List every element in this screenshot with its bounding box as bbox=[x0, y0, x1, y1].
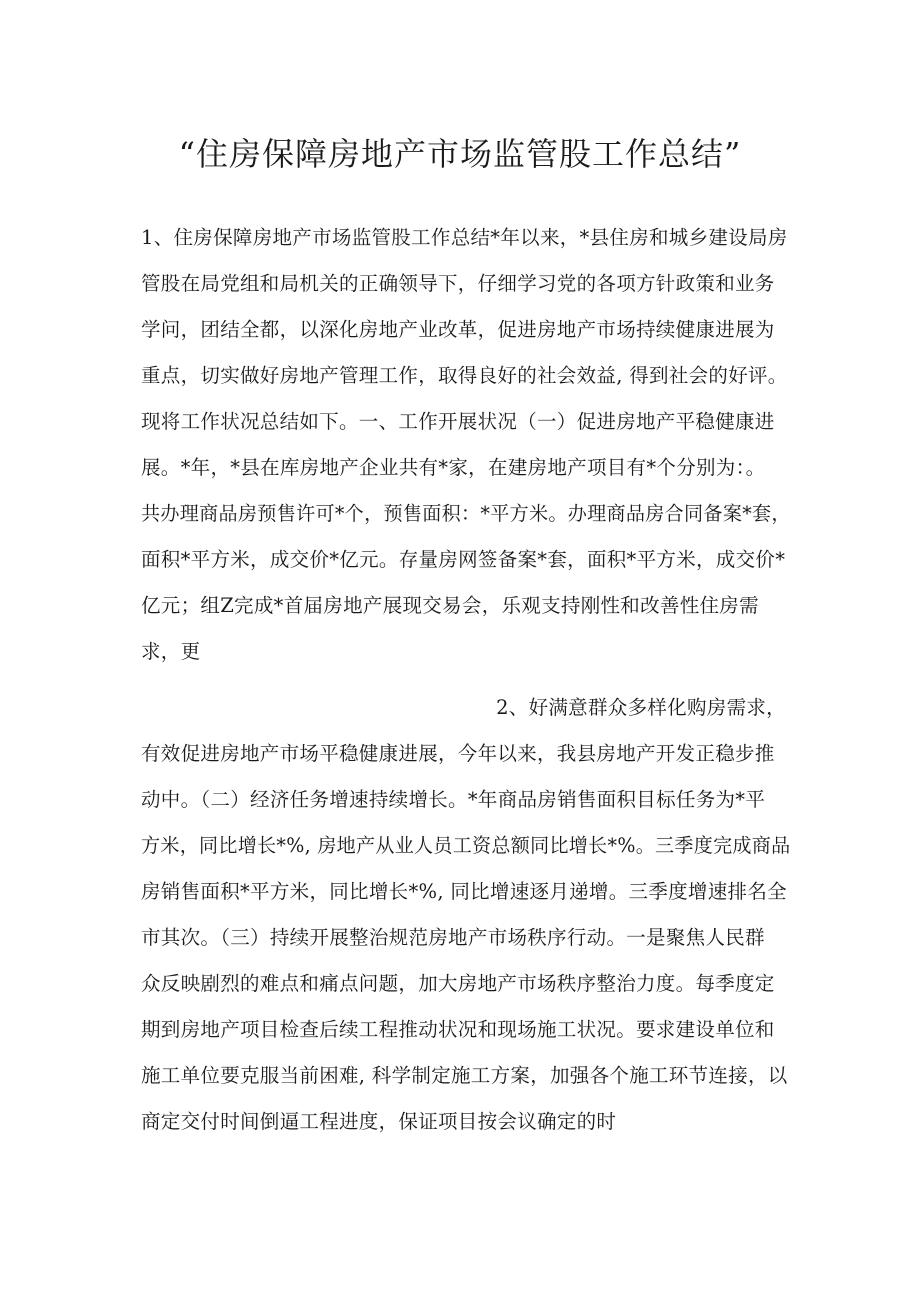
paragraph-line: 管股在局党组和局机关的正确领导下，仔细学习党的各项方针政策和业务 bbox=[141, 272, 775, 295]
paragraph-line: 动中。（二）经济任务增速持续增长。*年商品房销售面积目标任务为*平 bbox=[141, 788, 766, 811]
paragraph-line: 学问，团结全都，以深化房地产业改革，促进房地产市场持续健康进展为 bbox=[141, 318, 775, 341]
paragraph-line: 施工单位要克服当前困难, 科学制定施工方案，加强各个施工环节连接，以 bbox=[141, 1064, 788, 1087]
paragraph-line: 1、住房保障房地产市场监管股工作总结*年以来，*县住房和城乡建设局房 bbox=[141, 226, 788, 249]
paragraph-line: 房销售面积*平方米，同比增长*%, 同比增速逐月递增。三季度增速排名全 bbox=[141, 880, 787, 903]
section-2-start-line: 2、好满意群众多样化购房需求， bbox=[496, 696, 786, 719]
document-title: “住房保障房地产市场监管股工作总结” bbox=[178, 135, 742, 173]
paragraph-line: 众反映剧烈的难点和痛点问题，加大房地产市场秩序整治力度。每季度定 bbox=[141, 972, 775, 995]
paragraph-line: 现将工作状况总结如下。一、工作开展状况（一）促进房地产平稳健康进 bbox=[141, 410, 775, 433]
paragraph-line: 面积*平方米，成交价*亿元。存量房网签备案*套，面积*平方米，成交价* bbox=[141, 548, 786, 571]
paragraph-line: 有效促进房地产市场平稳健康进展，今年以来，我县房地产开发正稳步推 bbox=[141, 742, 775, 765]
paragraph-line: 期到房地产项目检查后续工程推动状况和现场施工状况。要求建设单位和 bbox=[141, 1018, 775, 1041]
paragraph-line: 重点，切实做好房地产管理工作，取得良好的社会效益, 得到社会的好评。 bbox=[141, 364, 788, 387]
paragraph-line: 商定交付时间倒逼工程进度，保证项目按会议确定的时 bbox=[141, 1110, 617, 1133]
paragraph-line: 亿元；组Z完成*首届房地产展现交易会，乐观支持刚性和改善性住房需 bbox=[141, 594, 759, 617]
paragraph-line: 共办理商品房预售许可*个，预售面积：*平方米。办理商品房合同备案*套， bbox=[141, 502, 791, 525]
paragraph-line: 展。*年，*县在库房地产企业共有*家，在建房地产项目有*个分别为：。 bbox=[141, 456, 766, 479]
paragraph-line: 方米，同比增长*%, 房地产从业人员工资总额同比增长*%。三季度完成商品 bbox=[141, 834, 791, 857]
paragraph-line: 求，更 bbox=[141, 640, 201, 663]
paragraph-line: 市其次。（三）持续开展整治规范房地产市场秩序行动。一是聚焦人民群 bbox=[141, 926, 765, 949]
